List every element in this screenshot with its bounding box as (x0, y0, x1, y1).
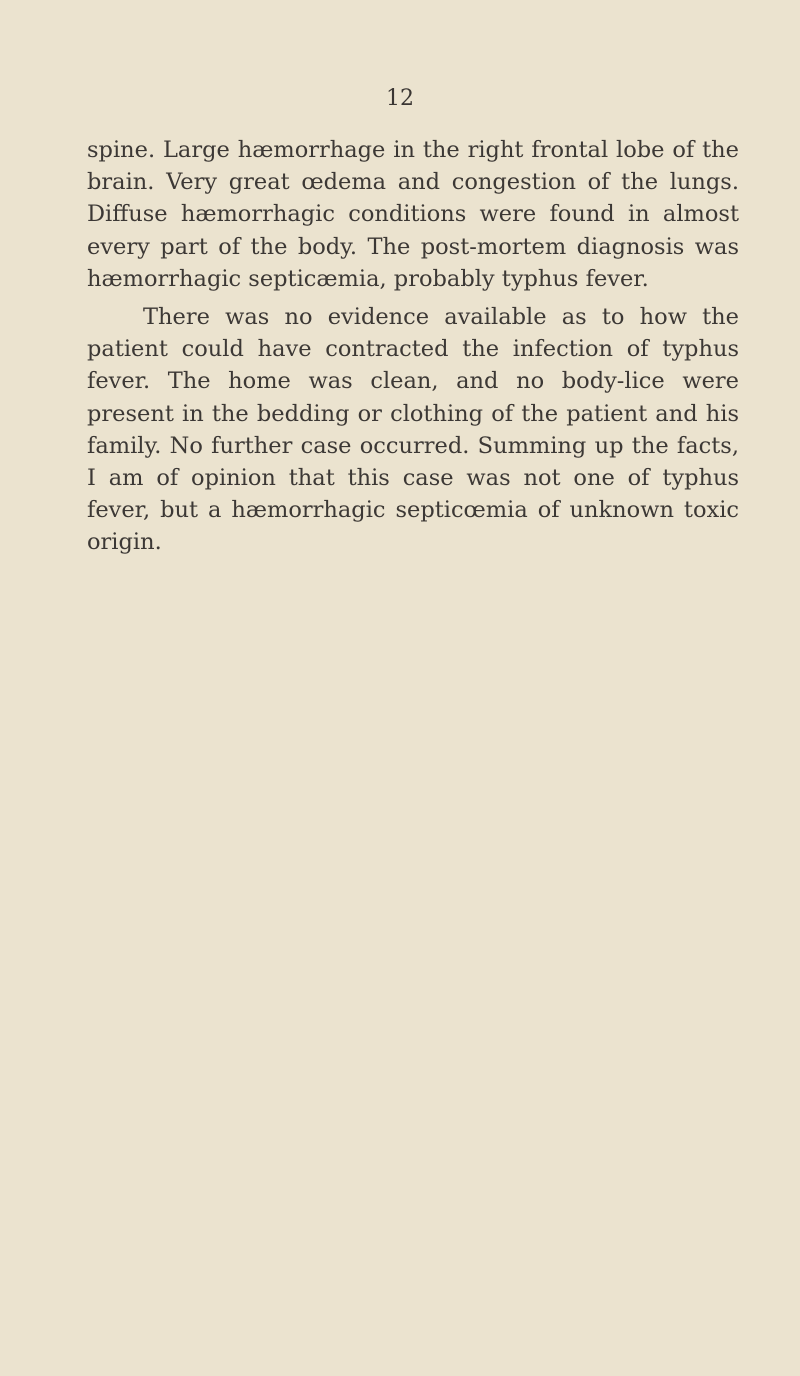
body-text (87, 134, 739, 559)
page-number: 12 (386, 86, 414, 111)
paragraph-continuation: spine. Large hæmorrhage in the right frontal lobe of the brain. Very great œdema and congestion of the lungs. Diffuse hæmorrhagic conditions were found in almost every part of the body. The post-mortem diagnosis was hæmorrhagic septicæmia, probably typhus fever. (87, 137, 739, 292)
paragraph-typhus-evidence: There was no evidence available as to how the patient could have contracted the infection of typhus fever. The home was clean, and no body-lice were present in the bedding or clothing of the patient and his family. No further case occurred. Summing up the facts, I am of opinion that this case was not one of typhus fever, but a hæmorrhagic septicœmia of unknown toxic origin. (87, 304, 739, 556)
